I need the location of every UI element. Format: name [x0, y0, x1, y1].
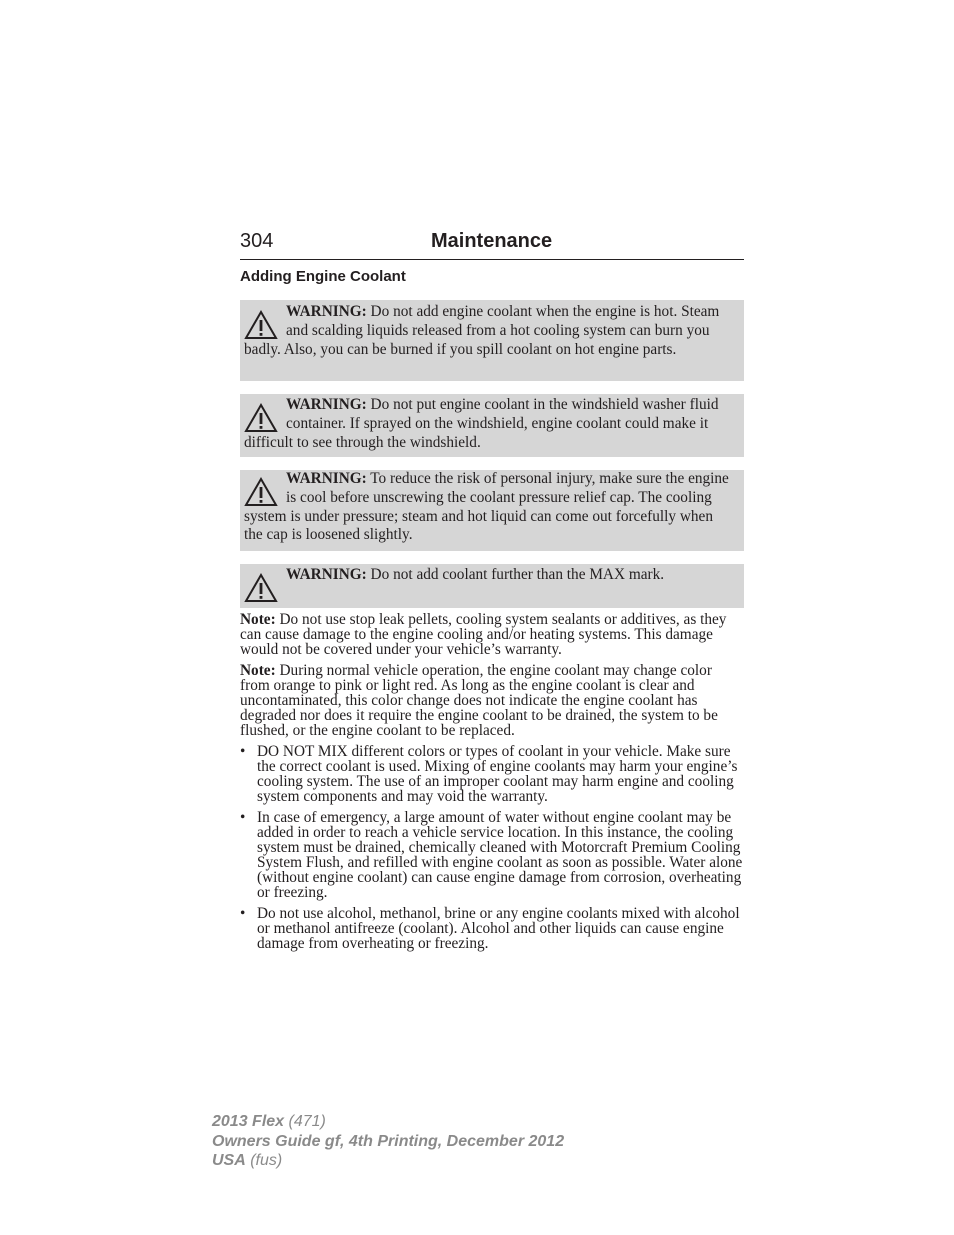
warning-label: WARNING:: [286, 396, 367, 413]
note-paragraph: [240, 663, 744, 738]
footer-line: [212, 1151, 564, 1171]
warning-box: [240, 470, 744, 551]
footer-line: [212, 1112, 564, 1132]
warning-label: WARNING:: [286, 470, 367, 487]
warning-triangle-icon: [244, 310, 278, 340]
footer-market-code: (fus): [245, 1152, 283, 1169]
bullet-glyph: •: [240, 743, 246, 760]
warning-triangle-icon: [244, 573, 278, 603]
warning-triangle-icon: [244, 403, 278, 433]
warning-text: Do not add coolant further than the MAX mark.: [366, 566, 665, 583]
footer-model: 2013 Flex: [212, 1113, 285, 1130]
warning-label: WARNING:: [286, 303, 367, 320]
footer-model-code: (471): [284, 1113, 326, 1130]
warning-box: [240, 394, 744, 457]
list-item: [240, 906, 744, 951]
note-label: Note:: [240, 662, 276, 679]
bullet-list: [240, 744, 744, 951]
page-number: 304: [240, 230, 274, 252]
note-text: During normal vehicle operation, the engine coolant may change color from orange to pink or light red. As long as the engine coolant is clear and uncontaminated, this color change does not indicate the engine coolant has degraded nor does it require the engine coolant to be drained, the system to be flushed, or the engine coolant to be replaced.: [240, 662, 718, 739]
list-item-text: DO NOT MIX different colors or types of coolant in your vehicle. Make sure the correct coolant is used. Mixing of engine coolants may harm your engine’s cooling system. The use of an improper coolant may harm engine and cooling system components and may void the warranty.: [257, 743, 738, 805]
chapter-title: Maintenance: [431, 230, 553, 252]
section-title: Adding Engine Coolant: [240, 268, 406, 285]
page-footer: [212, 1112, 564, 1171]
bullet-glyph: •: [240, 809, 246, 826]
note-text: Do not use stop leak pellets, cooling system sealants or additives, as they can cause damage to the engine cooling and/or heating systems. This damage would not be covered under your vehicle’s warranty.: [240, 611, 727, 658]
page-header: [240, 229, 744, 260]
warning-triangle-icon: [244, 477, 278, 507]
list-item-text: Do not use alcohol, methanol, brine or any engine coolants mixed with alcohol or methanol antifreeze (coolant). Alcohol and other liquids can cause engine damage from overheating or freezing.: [257, 905, 740, 952]
list-item: [240, 744, 744, 804]
body-text: [240, 612, 744, 957]
footer-edition: Owners Guide gf, 4th Printing, December 2012: [212, 1132, 565, 1150]
warning-text: Do not put engine coolant in the windshield washer fluid container. If sprayed on the windshield, engine coolant could make it difficult to see through the windshield.: [244, 396, 719, 451]
warning-text: To reduce the risk of personal injury, make sure the engine is cool before unscrewing the coolant pressure relief cap. The cooling system is under pressure; steam and hot liquid can come out forcefully when the cap is loosened slightly.: [244, 470, 729, 544]
warning-label: WARNING:: [286, 566, 367, 583]
list-item: [240, 810, 744, 900]
note-paragraph: [240, 612, 744, 657]
warning-box: [240, 564, 744, 608]
warning-text: Do not add engine coolant when the engine is hot. Steam and scalding liquids released from a hot cooling system can burn you badly. Also, you can be burned if you spill coolant on hot engine parts.: [244, 303, 720, 358]
warning-box: [240, 300, 744, 381]
note-label: Note:: [240, 611, 276, 628]
bullet-glyph: •: [240, 905, 246, 922]
list-item-text: In case of emergency, a large amount of water without engine coolant may be added in order to reach a vehicle service location. In this instance, the cooling system must be drained, chemically cleaned with Motorcraft Premium Cooling System Flush, and refilled with engine coolant as soon as possible. Water alone (without engine coolant) can cause engine damage from corrosion, overheating or freezing.: [257, 809, 743, 901]
footer-market: USA: [212, 1152, 246, 1169]
